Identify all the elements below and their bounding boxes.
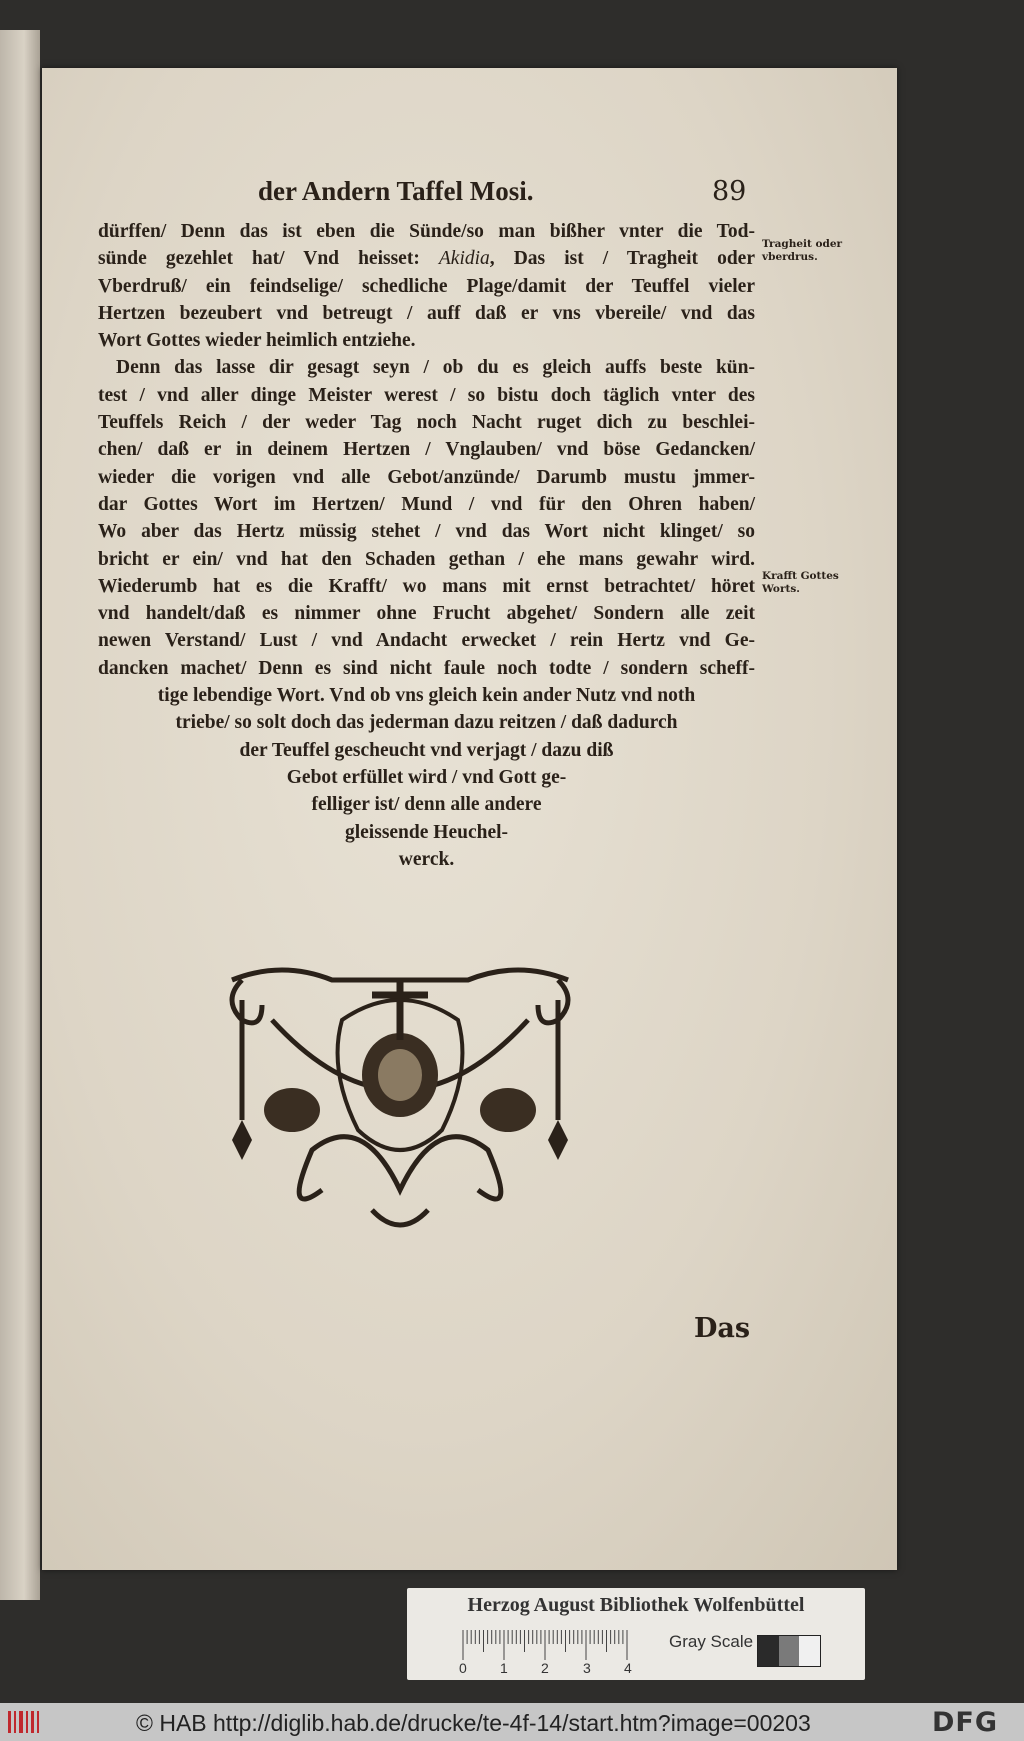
text-line: bricht er ein/ vnd hat den Schaden gethan / ehe mans gewahr wird. [98, 548, 755, 570]
text-line: vnd handelt/daß es nimmer ohne Frucht abgehet/ Sondern alle zeit [98, 603, 755, 625]
footer-bar [0, 1703, 1024, 1741]
margin-note: Tragheit oder vberdrus. [762, 238, 843, 263]
gray-swatch-dark [758, 1636, 779, 1666]
text-line: der Teuffel gescheucht vnd verjagt / dazu diß [239, 739, 614, 761]
text-line: dürffen/ Denn das ist eben die Sünde/so man bißher vnter die Tod- [98, 221, 755, 242]
text-line [98, 245, 755, 272]
text-line: Denn das lasse dir gesagt seyn / ob du es gleich auffs beste kün- [116, 357, 755, 379]
text-segment: , Das ist / Tragheit oder [489, 248, 755, 270]
text-line: werck. [398, 848, 455, 870]
gray-scale-swatches [757, 1635, 821, 1667]
greek-word: Akidia [438, 248, 490, 270]
text-line: Wiederumb hat es die Krafft/ wo mans mit ernst betrachtet/ höret [98, 575, 755, 597]
color-reference-card [407, 1588, 865, 1680]
text-line: test / vnd aller dinge Meister werest / so bistu doch täglich vnter des [98, 384, 755, 406]
text-segment: sünde gezehlet hat/ Vnd heisset: [98, 248, 420, 270]
text-line: Vberdruß/ ein feindselige/ schedliche Plage/damit der Teuffel vieler [98, 275, 755, 297]
ruler-scale-icon [462, 1630, 630, 1660]
text-line: newen Verstand/ Lust / vnd Andacht erwecket / rein Hertz vnd Ge- [98, 630, 755, 652]
margin-note: Krafft Gottes Worts. [762, 570, 839, 595]
gray-swatch-mid [779, 1636, 800, 1666]
source-url-link[interactable]: © HAB http://diglib.hab.de/drucke/te-4f-14/start.htm?image=00203 [136, 1710, 811, 1736]
text-line: felliger ist/ denn alle andere [311, 794, 542, 816]
page-text [98, 218, 755, 873]
hab-barcode-logo-icon [6, 1709, 44, 1735]
dfg-logo: DFG [932, 1707, 999, 1738]
ruler-label: 4 [624, 1660, 632, 1676]
text-line: dar Gottes Wort im Hertzen/ Mund / vnd für den Ohren haben/ [98, 493, 755, 515]
text-line: Wort Gottes wieder heimlich entziehe. [98, 330, 416, 352]
text-line: chen/ daß er in deinem Hertzen / Vnglauben/ vnd böse Gedancken/ [98, 439, 755, 461]
text-line: dancken machet/ Denn es sind nicht faule noch todte / sondern scheff- [98, 657, 755, 679]
ruler-label: 0 [459, 1660, 467, 1676]
library-name: Herzog August Bibliothek Wolfenbüttel [467, 1594, 805, 1616]
facing-page-edge [0, 30, 40, 1600]
text-line: Hertzen bezeubert vnd betreugt / auff daß er vns vbereile/ vnd das [98, 302, 755, 324]
page-number: 89 [712, 176, 747, 207]
ornament-lion-mask-icon [222, 960, 578, 1228]
text-line: Wo aber das Hertz müssig stehet / vnd das Wort nicht klinget/ so [98, 521, 755, 543]
text-line: gleissende Heuchel- [344, 821, 509, 843]
text-line: wieder die vorigen vnd alle Gebot/anzünde/ Darumb mustu jmmer- [98, 466, 755, 488]
catchword: Das [694, 1313, 751, 1344]
text-line: triebe/ so solt doch das jederman dazu reitzen / daß dadurch [175, 712, 678, 734]
ruler-label: 3 [583, 1660, 591, 1676]
gray-swatch-light [799, 1636, 820, 1666]
ruler-label: 2 [541, 1660, 549, 1676]
ruler-label: 1 [500, 1660, 508, 1676]
running-header: der Andern Taffel Mosi. [258, 176, 534, 206]
text-line: Teuffels Reich / der weder Tag noch Nacht ruget dich zu beschlei- [98, 412, 755, 434]
text-line: tige lebendige Wort. Vnd ob vns gleich kein ander Nutz vnd noth [157, 685, 696, 707]
gray-scale-label: Gray Scale [669, 1632, 754, 1651]
text-line: Gebot erfüllet wird / vnd Gott ge- [286, 766, 567, 788]
